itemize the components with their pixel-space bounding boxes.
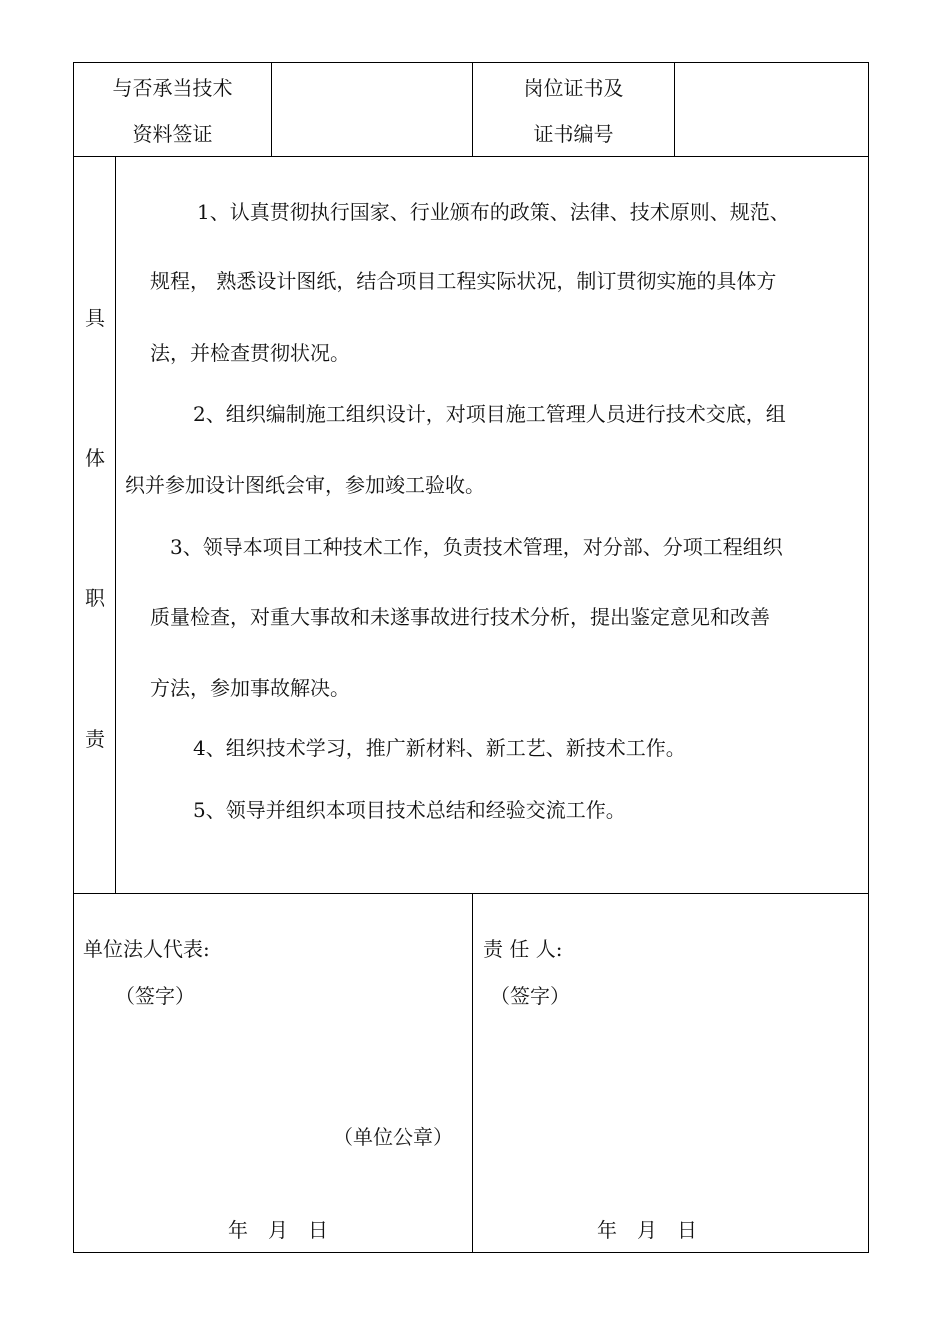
duties-side-label-char: 责 (85, 727, 105, 751)
responsible-person-signature[interactable]: （签字） (490, 984, 570, 1008)
right-date[interactable]: 年 月 日 (597, 1218, 697, 1242)
duty-line: 织并参加设计图纸会审，参加竣工验收。 (125, 473, 485, 497)
footer-divider (472, 893, 473, 1253)
legal-representative-signature[interactable]: （签字） (115, 984, 195, 1008)
duty-line: 质量检查，对重大事故和未遂事故进行技术分析，提出鉴定意见和改善 (150, 605, 770, 629)
left-date[interactable]: 年 月 日 (228, 1218, 328, 1242)
duty-line: 3、领导本项目工种技术工作，负责技术管理，对分部、分项工程组织 (170, 535, 783, 559)
duty-line: 2、组织编制施工组织设计，对项目施工管理人员进行技术交底，组 (193, 402, 786, 426)
table-border-bottom (73, 1252, 869, 1253)
header-label: 证书编号 (533, 122, 614, 146)
header-value-cell-1[interactable] (272, 63, 472, 156)
duty-line: 4、组织技术学习，推广新材料、新工艺、新技术工作。 (193, 736, 686, 760)
header-cell-certificate (473, 76, 674, 146)
header-label: 与否承当技术 (112, 76, 233, 100)
duties-side-label-char: 职 (85, 586, 105, 610)
duties-side-label-char: 具 (85, 306, 105, 330)
responsible-person-label: 责 任 人: (483, 937, 563, 961)
duty-line: 1、认真贯彻执行国家、行业颁布的政策、法律、技术原则、规范、 (197, 200, 790, 224)
header-value-cell-2[interactable] (675, 63, 868, 156)
header-label: 资料签证 (132, 122, 213, 146)
header-cell-technical-signoff (74, 76, 271, 146)
duty-line: 方法，参加事故解决。 (150, 676, 350, 700)
unit-seal-label: （单位公章） (333, 1125, 453, 1149)
duty-line: 5、领导并组织本项目技术总结和经验交流工作。 (193, 798, 626, 822)
header-label: 岗位证书及 (523, 76, 624, 100)
legal-representative-label: 单位法人代表: (83, 937, 210, 961)
table-divider-duties (73, 893, 869, 894)
table-border-right (868, 62, 869, 1253)
table-border-left (73, 62, 74, 1253)
duties-side-label-char: 体 (85, 446, 105, 470)
table-divider-header (73, 156, 869, 157)
duty-line: 法，并检查贯彻状况。 (150, 341, 350, 365)
duties-label-divider (115, 156, 116, 894)
duty-line: 规程， 熟悉设计图纸，结合项目工程实际状况，制订贯彻实施的具体方 (150, 269, 777, 293)
